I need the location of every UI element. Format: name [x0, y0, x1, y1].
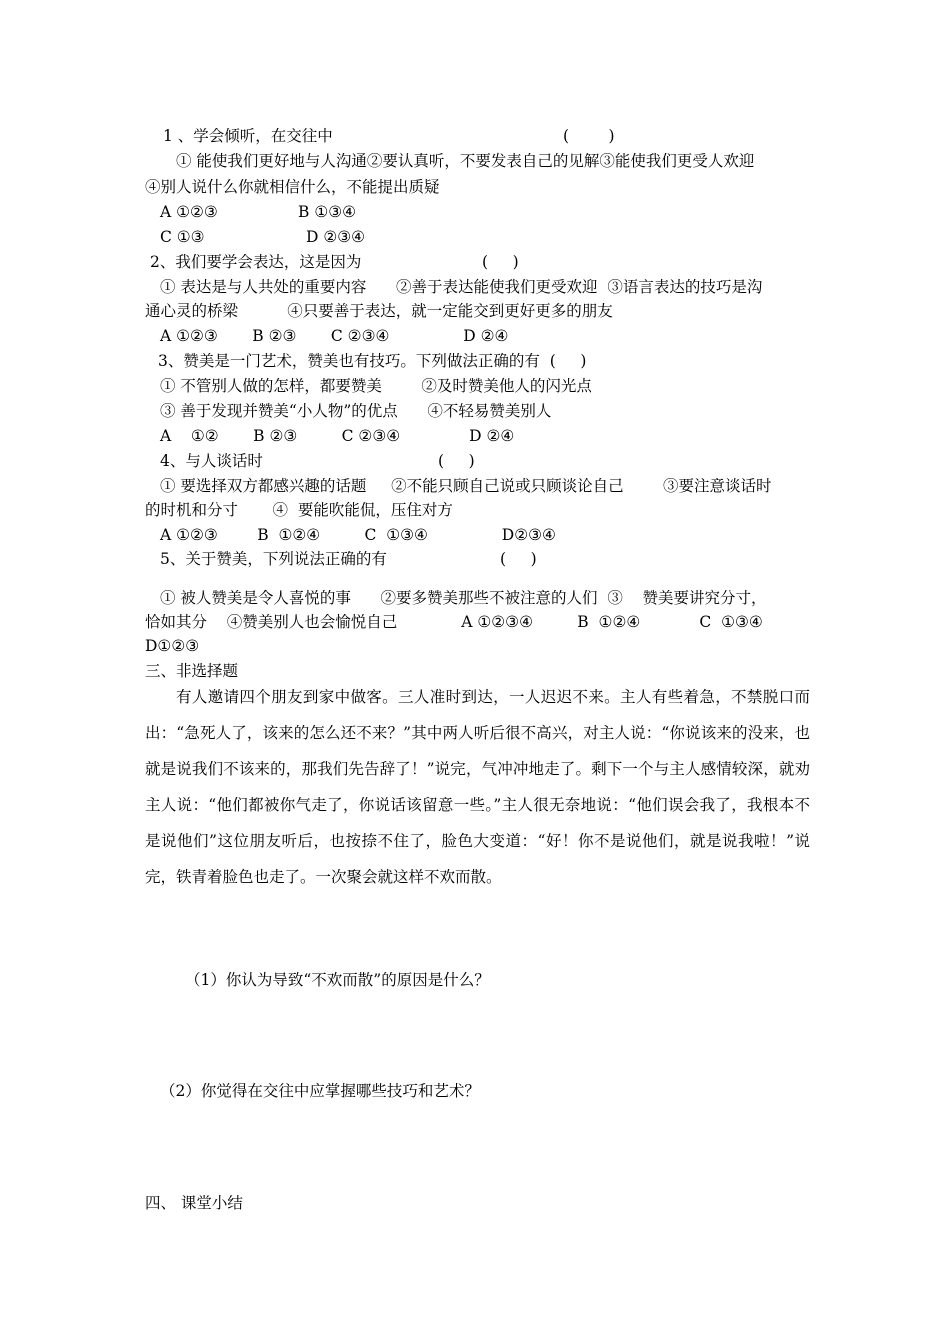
section-3-heading: 三、非选择题	[145, 662, 239, 680]
q3-stem: 3、赞美是一门艺术，赞美也有技巧。下列做法正确的有 ( )	[158, 352, 587, 370]
q1-stem: 1 、学会倾听，在交往中	[163, 127, 333, 145]
q1-answer-a: A ①②③	[160, 203, 218, 221]
q5-stem: 5、关于赞美，下列说法正确的有	[160, 550, 387, 568]
q5-options-line1: ① 被人赞美是令人喜悦的事 ②要多赞美那些不被注意的人们 ③ 赞美要讲究分寸，	[160, 589, 767, 607]
sub-question-2: （2）你觉得在交往中应掌握哪些技巧和艺术？	[160, 1082, 480, 1100]
q2-options-line2: 通心灵的桥梁 ④只要善于表达，就一定能交到更好更多的朋友	[145, 302, 613, 320]
q3-answers: A ①② B ②③ C ②③④ D ②④	[160, 427, 515, 445]
q2-stem: 2、我们要学会表达，这是因为	[150, 253, 362, 271]
q5-options-line3: D①②③	[145, 637, 200, 655]
q3-options-line1: ① 不管别人做的怎样，都要赞美 ②及时赞美他人的闪光点	[160, 377, 592, 395]
story-passage: 有人邀请四个朋友到家中做客。三人准时到达，一人迟迟不来。主人有些着急，不禁脱口而出：“急死人了，该来的怎么还不来？”其中两人听后很不高兴，对主人说：“你说该来的没来，也就是说我们不该来的，那我们先告辞了！”说完，气冲冲地走了。剩下一个与主人感情较深，就劝主人说：“他们都被你气走了，你说话该留意一些。”主人很无奈地说：“他们误会我了，我根本不是说他们”这位朋友听后，也按捺不住了，脸色大变道：“好！你不是说他们，就是说我啦！”说完，铁青着脸色也走了。一次聚会就这样不欢而散。	[145, 688, 810, 886]
section-4-heading: 四、 课堂小结	[145, 1194, 243, 1212]
q5-options-line2: 恰如其分 ④赞美别人也会愉悦自己 A ①②③④ B ①②④ C ①③④	[145, 613, 763, 631]
q3-options-line2: ③ 善于发现并赞美“小人物”的优点 ④不轻易赞美别人	[160, 402, 552, 420]
q4-options-line2: 的时机和分寸 ④ 要能吹能侃，压住对方	[145, 501, 453, 519]
q1-options-line1: ① 能使我们更好地与人沟通②要认真听，不要发表自己的见解③能使我们更受人欢迎	[176, 152, 755, 170]
q1-answer-d: D ②③④	[306, 228, 366, 246]
q4-answers: A ①②③ B ①②④ C ①③④ D②③④	[160, 526, 556, 544]
q1-answer-b: B ①③④	[298, 203, 357, 221]
sub-question-1: （1）你认为导致“不欢而散”的原因是什么？	[185, 971, 490, 989]
q4-options-line1: ① 要选择双方都感兴趣的话题 ②不能只顾自己说或只顾谈论自己 ③要注意谈话时	[160, 477, 772, 495]
q5-answer-paren: ( )	[500, 550, 537, 568]
q4-stem: 4、与人谈话时	[160, 452, 263, 470]
q4-answer-paren: ( )	[438, 452, 475, 470]
q2-answers: A ①②③ B ②③ C ②③④ D ②④	[160, 327, 509, 345]
q2-answer-paren: ( )	[482, 253, 519, 271]
q1-answer-c: C ①③	[160, 228, 205, 246]
q2-options-line1: ① 表达是与人共处的重要内容 ②善于表达能使我们更受欢迎 ③语言表达的技巧是沟	[160, 278, 763, 296]
q1-options-line2: ④别人说什么你就相信什么，不能提出质疑	[145, 178, 440, 196]
q1-answer-paren: ( )	[563, 127, 615, 145]
